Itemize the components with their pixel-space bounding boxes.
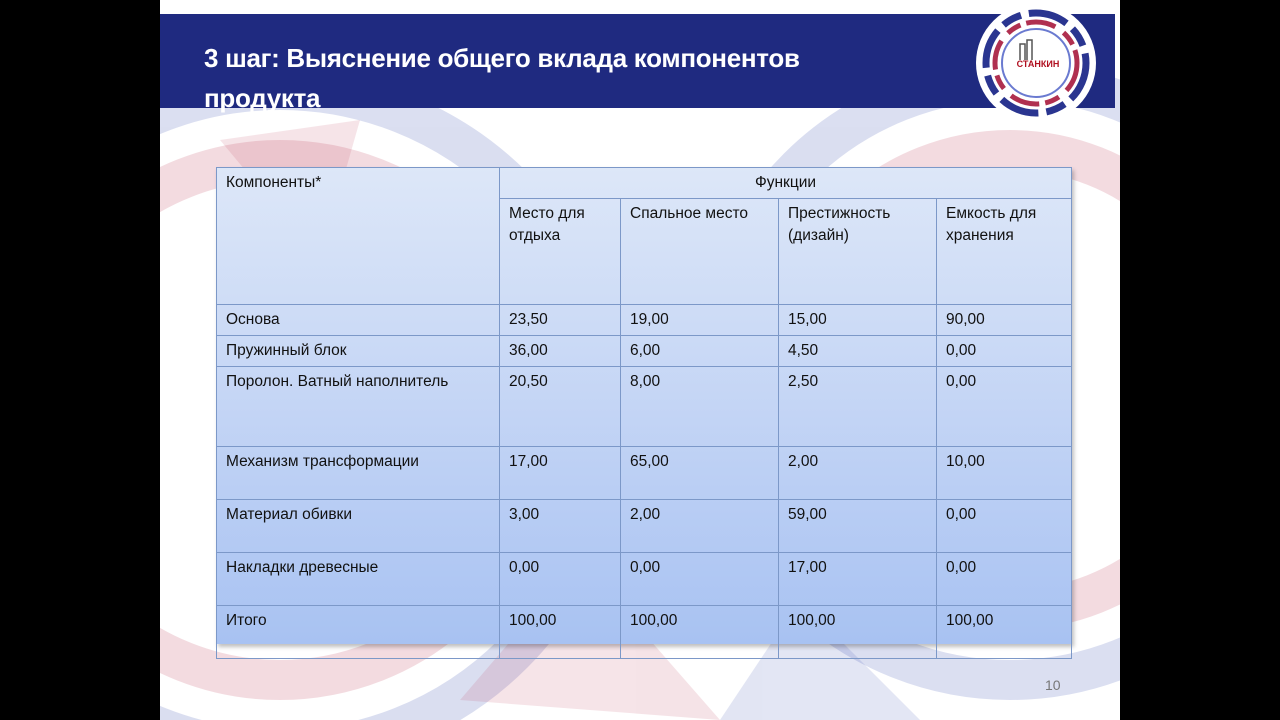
cell-value: 100,00 — [937, 606, 1072, 659]
row-name: Накладки древесные — [217, 553, 500, 606]
cell-value: 17,00 — [500, 447, 621, 500]
page-number: 10 — [1045, 677, 1061, 693]
cell-value: 2,00 — [621, 500, 779, 553]
cell-value: 2,00 — [779, 447, 937, 500]
slide-title: 3 шаг: Выяснение общего вклада компонентов продукта — [204, 43, 800, 113]
column-header: Емкость для хранения — [937, 199, 1072, 305]
cell-value: 8,00 — [621, 367, 779, 447]
cell-value: 0,00 — [500, 553, 621, 606]
cell-value: 3,00 — [500, 500, 621, 553]
row-name: Материал обивки — [217, 500, 500, 553]
cell-value: 20,50 — [500, 367, 621, 447]
cell-value: 23,50 — [500, 305, 621, 336]
column-header: Место для отдыха — [500, 199, 621, 305]
cell-value: 10,00 — [937, 447, 1072, 500]
row-name: Пружинный блок — [217, 336, 500, 367]
cell-value: 0,00 — [937, 367, 1072, 447]
header-row-1 — [217, 168, 1072, 199]
cell-value: 90,00 — [937, 305, 1072, 336]
cell-value: 4,50 — [779, 336, 937, 367]
cell-value: 17,00 — [779, 553, 937, 606]
table-row — [217, 367, 1072, 447]
row-name: Итого — [217, 606, 500, 659]
table-row — [217, 305, 1072, 336]
column-header: Спальное место — [621, 199, 779, 305]
stankin-logo-icon — [972, 2, 1100, 124]
svg-text:СТАНКИН: СТАНКИН — [1016, 59, 1060, 69]
cell-value: 6,00 — [621, 336, 779, 367]
cell-value: 100,00 — [779, 606, 937, 659]
table-row — [217, 447, 1072, 500]
table-row — [217, 553, 1072, 606]
cell-value: 0,00 — [937, 500, 1072, 553]
total-row — [217, 606, 1072, 659]
row-name: Поролон. Ватный наполнитель — [217, 367, 500, 447]
cell-value: 19,00 — [621, 305, 779, 336]
cell-value: 59,00 — [779, 500, 937, 553]
row-name: Основа — [217, 305, 500, 336]
cell-value: 100,00 — [621, 606, 779, 659]
cell-value: 36,00 — [500, 336, 621, 367]
row-name: Механизм трансформации — [217, 447, 500, 500]
cell-value: 2,50 — [779, 367, 937, 447]
cell-value: 0,00 — [937, 553, 1072, 606]
cell-value: 100,00 — [500, 606, 621, 659]
contribution-table — [216, 167, 1072, 644]
slide — [160, 0, 1120, 720]
functions-header: Функции — [500, 168, 1072, 199]
cell-value: 65,00 — [621, 447, 779, 500]
cell-value: 15,00 — [779, 305, 937, 336]
components-header: Компоненты* — [217, 168, 500, 305]
table-row — [217, 500, 1072, 553]
column-header: Престижность (дизайн) — [779, 199, 937, 305]
table-row — [217, 336, 1072, 367]
cell-value: 0,00 — [621, 553, 779, 606]
cell-value: 0,00 — [937, 336, 1072, 367]
